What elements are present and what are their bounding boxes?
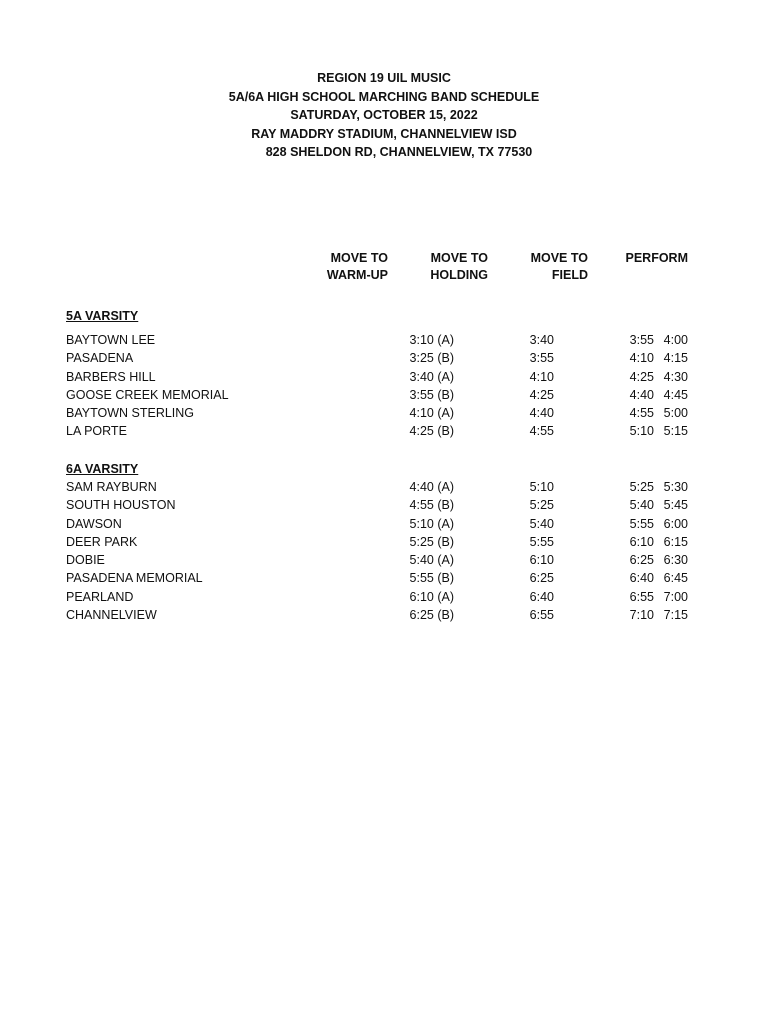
field-time: 4:25 [629,369,654,384]
table-row [66,515,688,533]
warmup-time: 6:10 (A) [409,589,454,604]
field-time: 3:55 [629,333,654,347]
column-header-line: HOLDING [430,267,488,282]
school-name: BAYTOWN LEE [66,333,156,347]
warmup-time: 6:25 (B) [409,608,454,623]
warmup-time: 5:40 (A) [409,553,454,568]
holding-time: 5:40 [529,516,554,531]
perform-time: 6:00 [663,516,688,531]
school-name: DAWSON [66,516,122,531]
field-time: 5:40 [629,498,654,513]
holding-time: 6:40 [529,589,554,604]
school-name: BARBERS HILL [66,369,156,384]
holding-time: 4:40 [529,406,554,421]
schedule-table-5a [66,331,688,441]
table-row [66,422,688,440]
table-row [66,368,688,386]
perform-time: 5:30 [663,480,688,494]
column-header-line: MOVE TO [330,251,388,265]
warmup-time: 3:55 (B) [409,387,454,402]
holding-time: 6:25 [529,571,554,586]
perform-time: 4:15 [663,351,688,366]
header-line-4: RAY MADDRY STADIUM, CHANNELVIEW ISD [251,126,517,141]
holding-time: 6:10 [529,553,554,568]
warmup-time: 3:25 (B) [409,351,454,366]
school-name: PEARLAND [66,589,134,604]
column-header-perform [626,250,689,267]
school-name: DOBIE [66,553,105,568]
document-header [0,69,768,162]
holding-time: 5:10 [529,480,554,494]
column-header-line: MOVE TO [530,251,588,265]
perform-time: 5:15 [663,424,688,439]
perform-time: 7:00 [663,589,688,604]
column-header-line: WARM-UP [326,267,388,282]
warmup-time: 4:25 (B) [409,424,454,439]
school-name: CHANNELVIEW [66,608,157,623]
field-time: 5:55 [629,516,654,531]
warmup-time: 5:55 (B) [409,571,454,586]
perform-time: 5:00 [663,406,688,421]
field-time: 6:40 [629,571,654,586]
table-row [66,331,688,349]
perform-time: 4:45 [663,387,688,402]
table-row [66,533,688,551]
warmup-time: 4:55 (B) [409,498,454,513]
warmup-time: 4:40 (A) [409,480,454,494]
holding-time: 5:25 [529,498,554,513]
table-row [66,404,688,422]
holding-time: 3:40 [529,333,554,347]
table-row [66,588,688,606]
warmup-time: 4:10 (A) [409,406,454,421]
warmup-time: 5:25 (B) [409,534,454,549]
table-row [66,551,688,569]
field-time: 4:40 [629,387,654,402]
perform-time: 6:30 [663,553,688,568]
school-name: SOUTH HOUSTON [66,498,176,513]
holding-time: 3:55 [529,351,554,366]
school-name: PASADENA [66,351,134,366]
perform-time: 7:15 [663,608,688,623]
perform-time: 4:30 [663,369,688,384]
column-header-line: PERFORM [625,251,688,265]
field-time: 6:25 [629,553,654,568]
field-time: 4:10 [629,351,654,366]
perform-time: 5:45 [663,498,688,513]
school-name: DEER PARK [66,534,138,549]
table-row [66,386,688,404]
warmup-time: 3:40 (A) [409,369,454,384]
column-header-warmup [327,250,388,283]
warmup-time: 5:10 (A) [409,516,454,531]
field-time: 5:10 [629,424,654,439]
column-header-holding [430,250,488,283]
perform-time: 6:15 [663,534,688,549]
school-name: LA PORTE [66,424,127,439]
holding-time: 4:25 [529,387,554,402]
holding-time: 6:55 [529,608,554,623]
table-row [66,606,688,624]
field-time: 7:10 [629,608,654,623]
warmup-time: 3:10 (A) [409,333,454,347]
header-line-2: 5A/6A HIGH SCHOOL MARCHING BAND SCHEDULE [228,89,540,104]
column-header-line: FIELD [551,267,588,282]
field-time: 5:25 [629,480,654,494]
field-time: 4:55 [629,406,654,421]
holding-time: 4:10 [529,369,554,384]
table-row [66,478,688,496]
school-name: PASADENA MEMORIAL [66,571,203,586]
section-title-5a: 5A VARSITY [66,309,139,323]
school-name: SAM RAYBURN [66,480,157,494]
table-row [66,496,688,514]
header-line-3: SATURDAY, OCTOBER 15, 2022 [290,108,478,123]
header-line-5: 828 SHELDON RD, CHANNELVIEW, TX 77530 [265,145,533,160]
field-time: 6:55 [629,589,654,604]
section-title-6a: 6A VARSITY [66,462,139,476]
schedule-table-6a [66,478,688,624]
school-name: BAYTOWN STERLING [66,406,195,421]
perform-time: 6:45 [663,571,688,586]
school-name: GOOSE CREEK MEMORIAL [66,387,229,402]
field-time: 6:10 [629,534,654,549]
perform-time: 4:00 [663,333,688,347]
table-row [66,569,688,587]
holding-time: 5:55 [529,534,554,549]
column-header-field [531,250,588,283]
holding-time: 4:55 [529,424,554,439]
table-row [66,349,688,367]
column-header-line: MOVE TO [430,251,488,265]
header-line-1: REGION 19 UIL MUSIC [317,71,451,85]
